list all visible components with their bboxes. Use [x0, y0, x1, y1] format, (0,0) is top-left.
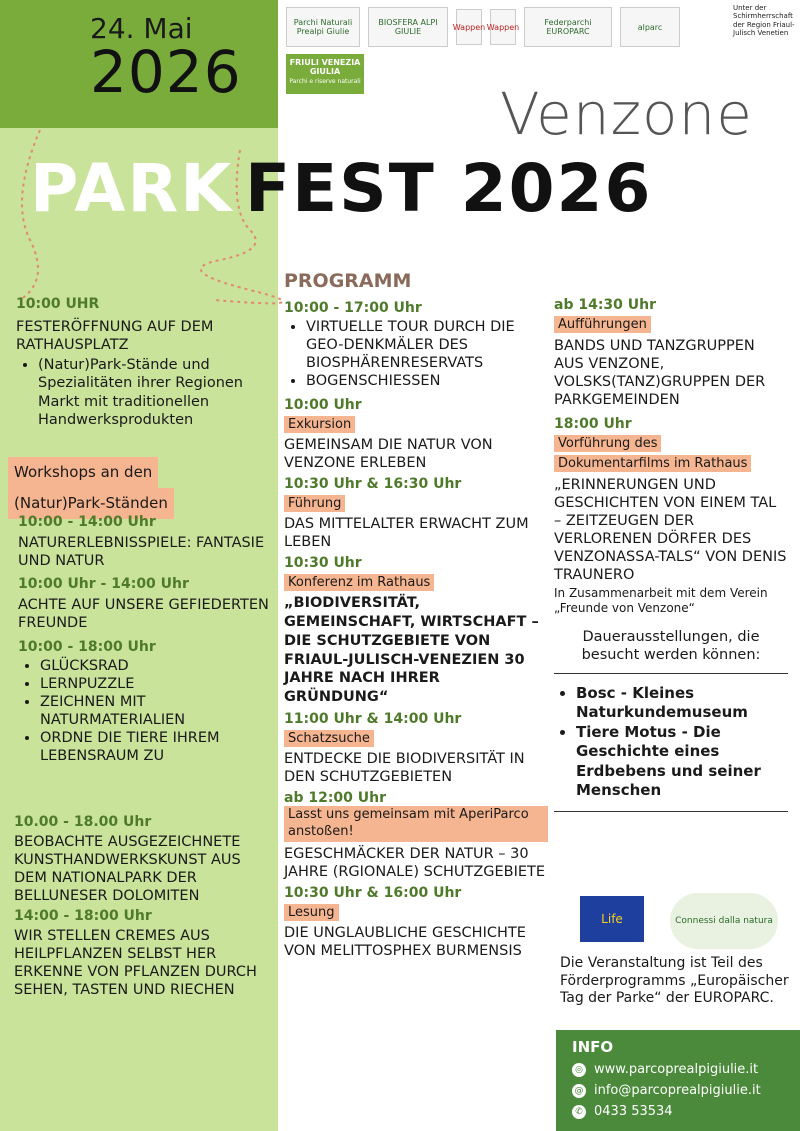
event-date: 24. Mai: [90, 12, 193, 45]
title-park: PARK: [30, 150, 234, 227]
list-item: • LERNPUZZLE: [40, 675, 273, 693]
event-title: BEOBACHTE AUSGEZEICHNETE KUNSTHANDWERKSKUNST AUS DEM NATIONALPARK DER BELLUNESER DOLOMITEN: [14, 834, 241, 905]
european-day-of-parks-logo: Connessi dalla natura: [670, 893, 778, 949]
category-tag: Schatzsuche: [284, 730, 374, 747]
time-label: 11:00 Uhr & 14:00 Uhr: [284, 711, 462, 728]
coat-of-arms-icon: Wappen: [456, 9, 482, 45]
list-item: • GLÜCKSRAD: [40, 657, 273, 675]
time-label: 10:00 - 18:00 Uhr: [18, 638, 156, 655]
coat-of-arms-icon: Wappen: [490, 9, 516, 45]
divider: [554, 673, 788, 674]
time-label: 10:00 UHR: [16, 296, 100, 312]
list-item: • ZEICHNEN MIT NATURMATERIALIEN: [40, 693, 273, 729]
eu-life-logo: Life: [580, 896, 644, 942]
phone-row[interactable]: [572, 1104, 800, 1119]
time-label: 10:00 - 14:00 Uhr: [18, 514, 156, 530]
event-title: WIR STELLEN CREMES AUS HEILPFLANZEN SELBST HER ERKENNE VON PFLANZEN DURCH SEHEN, TASTEN UND RIECHEN: [14, 927, 257, 998]
event-title: EGESCHMÄCKER DER NATUR – 30 JAHRE (RGIONALE) SCHUTZGEBIETE: [284, 846, 546, 881]
list-item: • BOGENSCHIESSEN: [306, 372, 548, 390]
event-title: DIE UNGLAUBLICHE GESCHICHTE VON MELITTOSPHEX BURMENSIS: [284, 925, 526, 960]
list-item: • ORDNE DIE TIERE IHREM LEBENSRAUM ZU: [40, 729, 273, 765]
event-title: BANDS UND TANZGRUPPEN AUS VENZONE, VOLSKS(TANZ)GRUPPEN DER PARKGEMEINDEN: [554, 338, 766, 409]
divider: [554, 811, 788, 812]
category-tag: Lesung: [284, 904, 339, 921]
event-title: „ERINNERUNGEN UND GESCHICHTEN VON EINEM TAL – ZEITZEUGEN DER VERLORENEN DÖRFER DES VENZONASSA-TALS“ VON DENIS TRAUNERO: [554, 476, 787, 584]
fvg-logo-name: FRIULI VENEZIA GIULIA: [289, 58, 361, 76]
globe-icon: ◎: [572, 1063, 586, 1077]
event-title: GEMEINSAM DIE NATUR VON VENZONE ERLEBEN: [284, 436, 493, 471]
phone-icon: ✆: [572, 1105, 586, 1119]
right-program-column: [554, 297, 788, 812]
time-label: 10:00 Uhr: [284, 396, 362, 413]
at-icon: @: [572, 1084, 586, 1098]
fvg-logo: [286, 54, 364, 94]
program-heading: PROGRAMM: [284, 270, 412, 292]
email-link[interactable]: info@parcoprealpigiulie.it: [594, 1083, 761, 1098]
event-year: 2026: [90, 38, 242, 106]
exhibitions-intro: Dauerausstellungen, die besucht werden können:: [581, 629, 761, 664]
category-tag: Exkursion: [284, 416, 355, 433]
time-label: 10.00 - 18.00 Uhr: [14, 814, 152, 830]
biosfera-logo: BIOSFERA ALPI GIULIE: [368, 7, 448, 47]
event-title: ENTDECKE DIE BIODIVERSITÄT IN DEN SCHUTZGEBIETEN: [284, 751, 525, 786]
cooperation-note: In Zusammenarbeit mit dem Verein „Freunde von Venzone“: [554, 586, 768, 616]
info-title: INFO: [572, 1038, 614, 1056]
event-title: ACHTE AUF UNSERE GEFIEDERTEN FREUNDE: [18, 597, 269, 632]
title-fest: FEST 2026: [245, 150, 653, 227]
category-tag: Führung: [284, 495, 345, 512]
event-title: FESTERÖFFNUNG AUF DEM RATHAUSPLATZ: [16, 319, 214, 354]
partner-logos: [286, 6, 680, 48]
list-item: • (Natur)Park-Stände und Spezialitäten ihrer Regionen Markt mit traditionellen Handwerksprodukten: [38, 356, 271, 429]
event-title: NATURERLEBNISSPIELE: FANTASIE UND NATUR: [18, 535, 265, 570]
time-label: 18:00 Uhr: [554, 415, 632, 432]
time-label: ab 12:00 Uhr: [284, 790, 387, 807]
category-tag: Vorführung des: [554, 435, 661, 452]
time-label: 10:00 - 17:00 Uhr: [284, 300, 422, 316]
federparchi-logo: Federparchi EUROPARC: [524, 7, 612, 47]
category-tag: Konferenz im Rathaus: [284, 574, 434, 591]
prealpi-logo: Parchi Naturali Prealpi Giulie: [286, 7, 360, 47]
time-label: 10:30 Uhr & 16:30 Uhr: [284, 475, 462, 492]
conference-title: „BIODIVERSITÄT, GEMEINSCHAFT, WIRTSCHAFT – DIE SCHUTZGEBIETE VON FRIAUL-JULISCH-VENEZIEN 30 JAHRE NACH IHRER GRÜNDUNG“: [284, 595, 539, 706]
funding-note: Die Veranstaltung ist Teil des Förderprogramms „Europäischer Tag der Parke“ der EUROPARC.: [560, 955, 789, 1006]
time-label: 10:30 Uhr: [284, 555, 362, 571]
website-row[interactable]: [572, 1062, 800, 1077]
category-tag: Aufführungen: [554, 316, 651, 333]
time-label: 14:00 - 18:00 Uhr: [14, 907, 152, 924]
phone-number[interactable]: 0433 53534: [594, 1104, 673, 1119]
alparc-logo: alparc: [620, 7, 680, 47]
left-program-column: [16, 296, 271, 429]
event-title: DAS MITTELALTER ERWACHT ZUM LEBEN: [284, 515, 529, 550]
email-row[interactable]: [572, 1083, 800, 1098]
time-label: 10:00 Uhr - 14:00 Uhr: [18, 576, 189, 593]
left-program-column-3: [14, 814, 264, 999]
workshops-line-2: (Natur)Park-Ständen: [8, 488, 174, 519]
exhibition-item: • Bosc - Kleines Naturkundemuseum: [576, 684, 788, 723]
info-box: [556, 1030, 800, 1131]
list-item: • VIRTUELLE TOUR DURCH DIE GEO-DENKMÄLER DES BIOSPHÄRENRESERVATS: [306, 318, 548, 372]
time-label: 10:30 Uhr & 16:00 Uhr: [284, 885, 462, 902]
patronage-text: Unter der Schirmherrschaft der Region Friaul-Julisch Venetien: [733, 4, 795, 38]
website-link[interactable]: www.parcoprealpigiulie.it: [594, 1062, 759, 1077]
left-program-column-2: [18, 514, 273, 765]
workshops-banner: [8, 457, 262, 519]
exhibition-item: • Tiere Motus - Die Geschichte eines Erdbebens und seiner Menschen: [576, 723, 788, 801]
place-name: Venzone: [500, 80, 753, 148]
middle-program-column: [284, 270, 548, 961]
time-label: ab 14:30 Uhr: [554, 297, 657, 313]
workshops-line-1: Workshops an den: [8, 457, 158, 488]
category-tag: Dokumentarfilms im Rathaus: [554, 455, 751, 472]
category-tag: Lasst uns gemeinsam mit AperiParco anstoßen!: [284, 806, 548, 842]
fvg-logo-sub: Parchi e riserve naturali: [289, 78, 361, 85]
